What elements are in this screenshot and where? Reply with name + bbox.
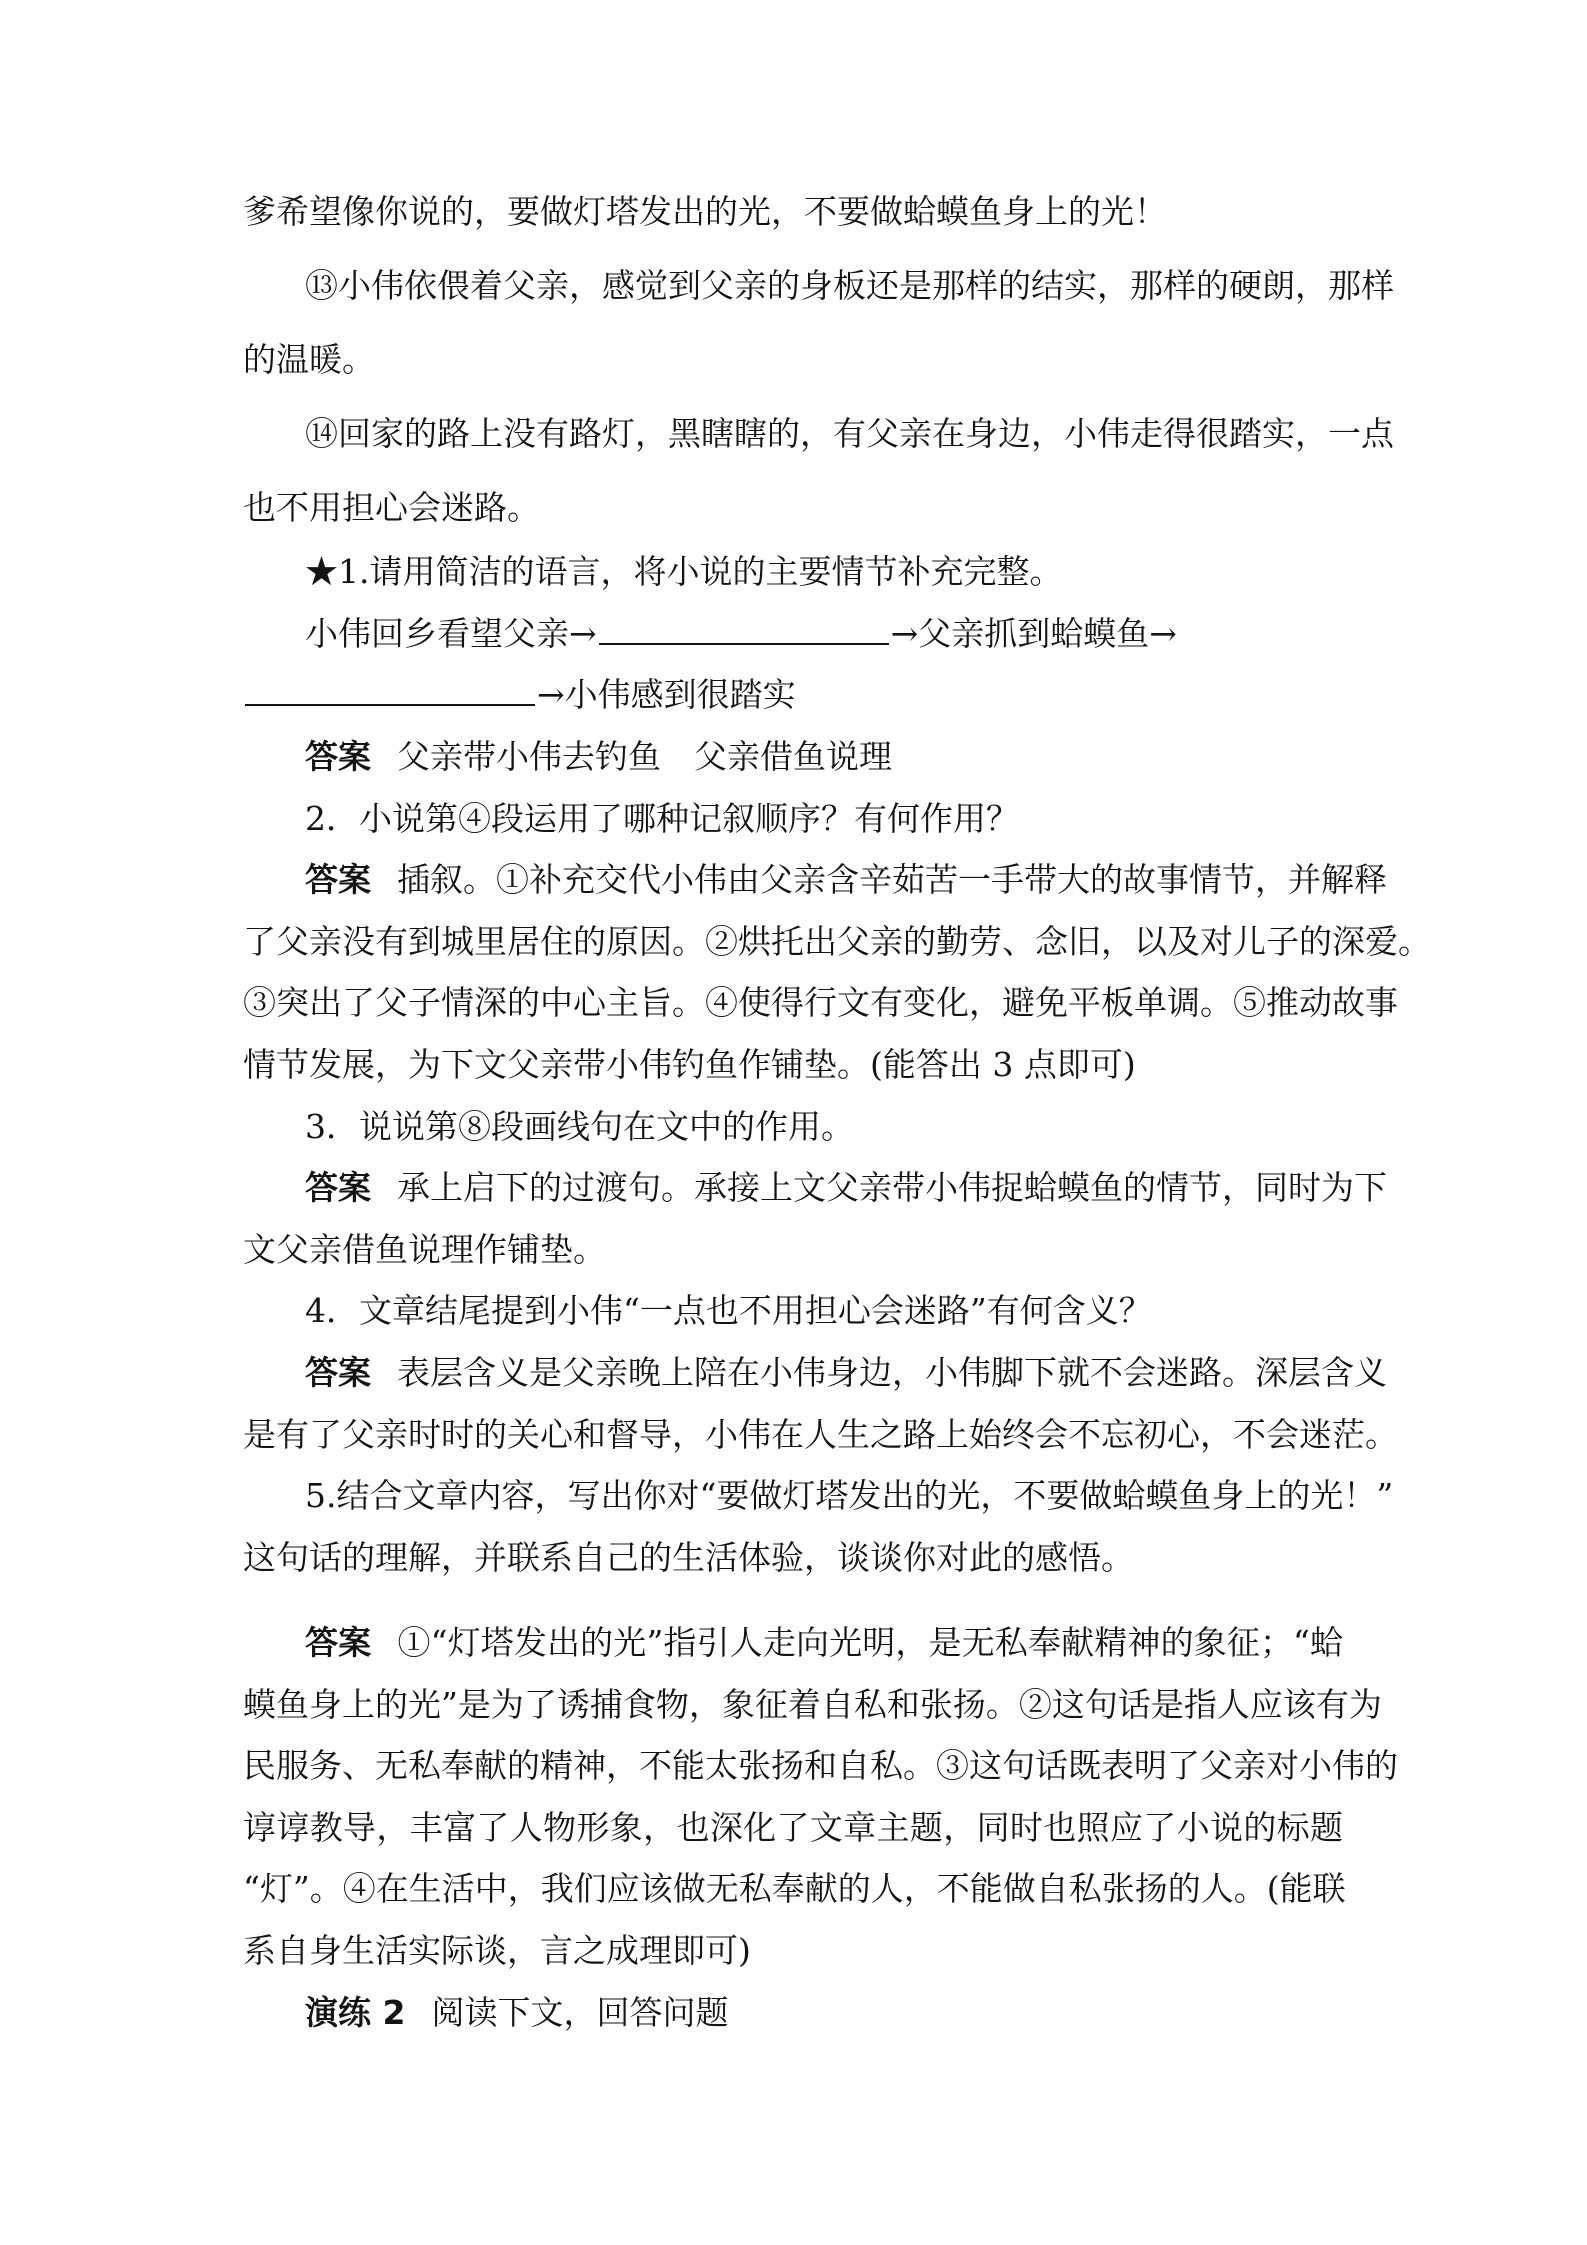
answer-5-line-4: 谆谆教导，丰富了人物形象，也深化了文章主题，同时也照应了小说的标题: [243, 1808, 1343, 1847]
answer-label: 答案: [305, 1353, 371, 1392]
answer-4-line-2: 是有了父亲时时的关心和督导，小伟在人生之路上始终会不忘初心，不会迷茫。: [243, 1415, 1398, 1454]
exercise-heading: [305, 1991, 728, 2035]
answer-2-line-3: ③突出了父子情深的中心主旨。④使得行文有变化，避免平板单调。⑤推动故事: [243, 983, 1398, 1022]
answer-5-line-1: [305, 1621, 1343, 1665]
answer-2-line-2: 了父亲没有到城里居住的原因。②烘托出父亲的勤劳、念旧，以及对儿子的深爱。: [243, 922, 1431, 961]
question-1-plot-flow: [305, 612, 1177, 656]
answer-2-line-1: [305, 858, 1387, 902]
answer-label: 答案: [305, 1168, 371, 1207]
answer-3-line-1: [305, 1166, 1387, 1210]
answer-5-line-5: “灯”。④在生活中，我们应该做无私奉献的人，不能做自私张扬的人。(能联: [243, 1869, 1346, 1908]
plot-step-3: →小伟感到很踏实: [537, 675, 796, 714]
answer-5-line-2: 蟆鱼身上的光”是为了诱捕食物，象征着自私和张扬。②这句话是指人应该有为: [243, 1685, 1382, 1724]
plot-step-1: 小伟回乡看望父亲→: [305, 614, 597, 653]
exercise-label: 演练 2: [305, 1993, 406, 2032]
answer-1: [305, 735, 892, 779]
answer-4-text-1: 表层含义是父亲晚上陪在小伟身边，小伟脚下就不会迷路。深层含义: [397, 1353, 1387, 1392]
answer-label: 答案: [305, 860, 371, 899]
answer-label: 答案: [305, 1623, 372, 1662]
answer-2-line-4: 情节发展，为下文父亲带小伟钓鱼作铺垫。(能答出 3 点即可): [243, 1045, 1136, 1084]
paragraph-13-line-1: ⑬小伟依偎着父亲，感觉到父亲的身板还是那样的结实，那样的硬朗，那样: [305, 266, 1394, 305]
answer-2-text-1: 插叙。①补充交代小伟由父亲含辛茹苦一手带大的故事情节，并解释: [397, 860, 1387, 899]
question-4: 4．文章结尾提到小伟“一点也不用担心会迷路”有何含义？: [305, 1291, 1152, 1330]
question-5-line-1: 5.结合文章内容，写出你对“要做灯塔发出的光，不要做蛤蟆鱼身上的光！”: [305, 1476, 1394, 1515]
paragraph-14-line-1: ⑭回家的路上没有路灯，黑瞎瞎的，有父亲在身边，小伟走得很踏实，一点: [305, 414, 1394, 453]
paragraph-13-line-2: 的温暖。: [243, 340, 375, 379]
answer-1-text: 父亲带小伟去钓鱼 父亲借鱼说理: [397, 737, 892, 776]
answer-5-text-1: ①“灯塔发出的光”指引人走向光明，是无私奉献精神的象征；“蛤: [397, 1623, 1344, 1662]
answer-3-text-1: 承上启下的过渡句。承接上文父亲带小伟捉蛤蟆鱼的情节，同时为下: [397, 1168, 1387, 1207]
answer-label: 答案: [305, 737, 371, 776]
answer-4-line-1: [305, 1351, 1387, 1395]
plot-step-2: →父亲抓到蛤蟆鱼→: [890, 614, 1177, 653]
story-line-top: 爹希望像你说的，要做灯塔发出的光，不要做蛤蟆鱼身上的光！: [243, 192, 1167, 231]
answer-3-line-2: 文父亲借鱼说理作铺垫。: [243, 1230, 606, 1269]
question-5-line-2: 这句话的理解，并联系自己的生活体验，谈谈你对此的感悟。: [243, 1538, 1134, 1577]
question-1: ★1.请用简洁的语言，将小说的主要情节补充完整。: [305, 552, 1063, 591]
question-2: 2．小说第④段运用了哪种记叙顺序？有何作用？: [305, 799, 1019, 838]
answer-5-line-3: 民服务、无私奉献的精神，不能太张扬和自私。③这句话既表明了父亲对小伟的: [243, 1746, 1398, 1785]
answer-5-line-6: 系自身生活实际谈，言之成理即可): [243, 1931, 751, 1970]
fill-blank-1: [599, 613, 889, 645]
exercise-instruction: 阅读下文，回答问题: [431, 1993, 729, 2032]
question-1-plot-flow-cont: [243, 673, 796, 717]
question-3: 3．说说第⑧段画线句在文中的作用。: [305, 1107, 854, 1146]
fill-blank-2: [245, 674, 535, 706]
paragraph-14-line-2: 也不用担心会迷路。: [243, 488, 540, 527]
